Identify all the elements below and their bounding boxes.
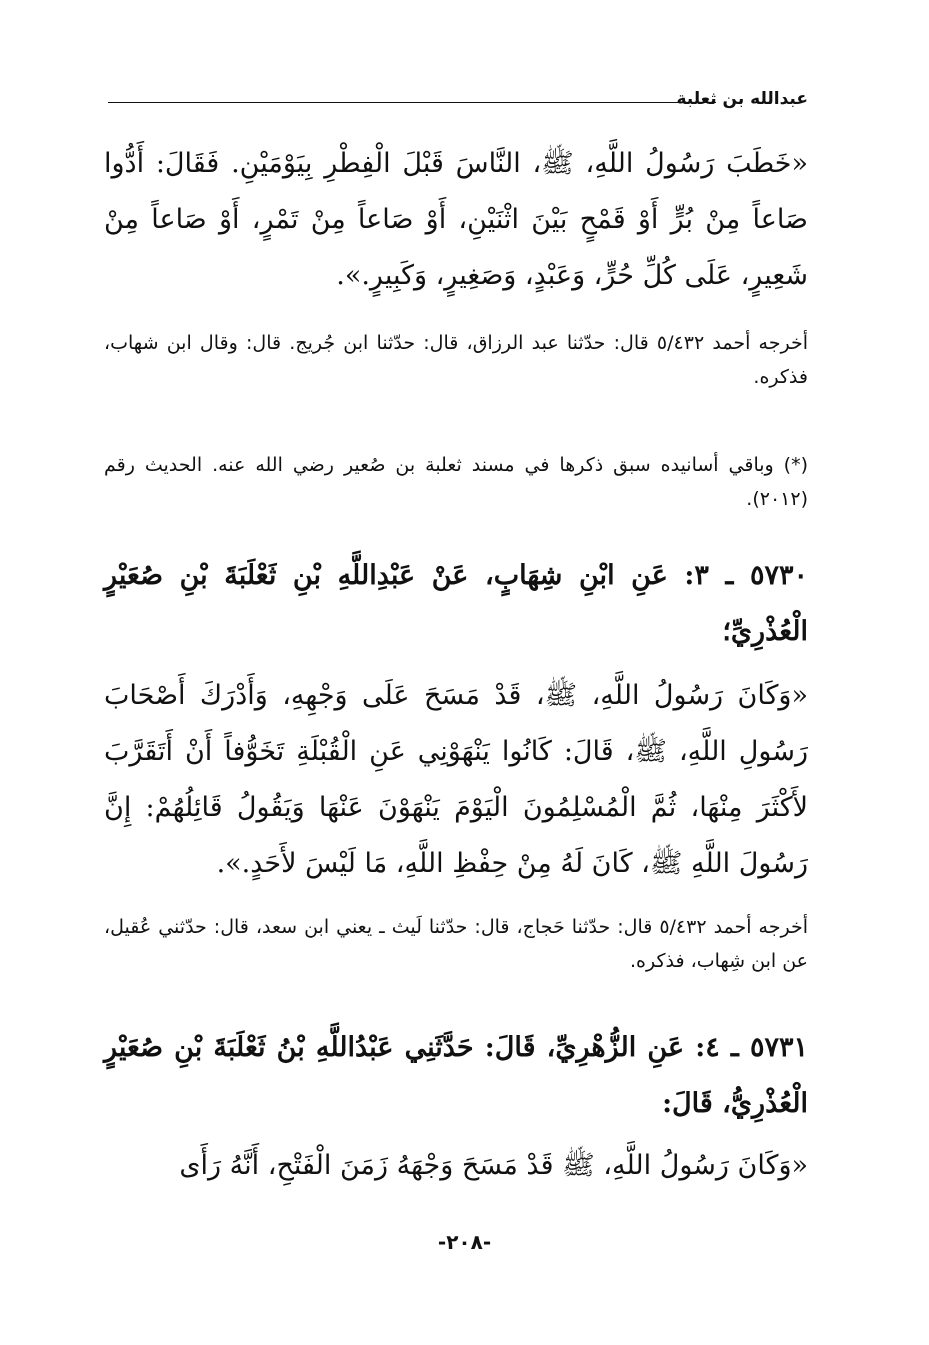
- page-number: -٢٠٨-: [437, 1230, 492, 1254]
- takhrij-note-1: أخرجه أحمد ٥/٤٣٢ قال: حدّثنا عبد الرزاق، قال: حدّثنا ابن جُريج. قال: وقال ابن شهاب، فذكره.: [104, 332, 808, 388]
- hadith-text-1: «خَطَبَ رَسُولُ اللَّهِ، ﷺ، النَّاسَ قَبْلَ الْفِطْرِ بِيَوْمَيْنِ. فَقَالَ: أَدُّوا صَاعاً مِنْ بُرٍّ أَوْ قَمْحٍ بَيْنَ اثْنَيْنِ، أَوْ صَاعاً مِنْ تَمْرٍ، أَوْ صَاعاً مِنْ شَعِيرٍ، عَلَى كُلِّ حُرٍّ، وَعَبْدٍ، وَصَغِيرٍ، وَكَبِيرٍ.».: [104, 148, 808, 291]
- running-head: [108, 86, 808, 116]
- isnad-footnote: (*) وباقي أسانيده سبق ذكرها في مسند ثعلبة بن صُعير رضي الله عنه. الحديث رقم (٢٠١٢).: [104, 454, 808, 510]
- hadith-text-2: «وَكَانَ رَسُولُ اللَّهِ، ﷺ، قَدْ مَسَحَ عَلَى وَجْهِهِ، وَأَدْرَكَ أَصْحَابَ رَسُولِ اللَّهِ، ﷺ، قَالَ: كَانُوا يَنْهَوْنِي عَنِ الْقُبْلَةِ تَخَوُّفاً أَنْ أَتَقَرَّبَ لأَكْثَرَ مِنْهَا، ثُمَّ الْمُسْلِمُونَ الْيَوْمَ يَنْهَوْنَ عَنْهَا وَيَقُولُ قَائِلُهُمْ: إِنَّ رَسُولَ اللَّهِ ﷺ، كَانَ لَهُ مِنْ حِفْظِ اللَّهِ، مَا لَيْسَ لأَحَدٍ.».: [104, 680, 808, 879]
- hadith-heading-5731: ٥٧٣١ ـ ٤: عَنِ الزُّهْرِيِّ، قَالَ: حَدَّثَنِي عَبْدُاللَّهِ بْنُ ثَعْلَبَةَ بْنِ صُعَيْرٍ الْعُذْرِيُّ، قَالَ:: [104, 1032, 808, 1119]
- header-rule: [108, 102, 716, 103]
- hadith-text-3: «وَكَانَ رَسُولُ اللَّهِ، ﷺ قَدْ مَسَحَ وَجْهَهُ زَمَنَ الْفَتْحِ، أَنَّهُ رَأَى: [179, 1150, 808, 1181]
- running-head-title: عبدالله بن ثعلبة: [666, 86, 808, 112]
- takhrij-note-2: أخرجه أحمد ٥/٤٣٢ قال: حدّثنا حَجاج، قال: حدّثنا لَيث ـ يعني ابن سعد، قال: حدّثني عُقيل، عن ابن شِهاب، فذكره.: [104, 916, 808, 972]
- hadith-heading-5730: ٥٧٣٠ ـ ٣: عَنِ ابْنِ شِهَابٍ، عَنْ عَبْدِاللَّهِ بْنِ ثَعْلَبَةَ بْنِ صُعَيْرٍ الْعُذْرِيِّ؛: [104, 560, 808, 647]
